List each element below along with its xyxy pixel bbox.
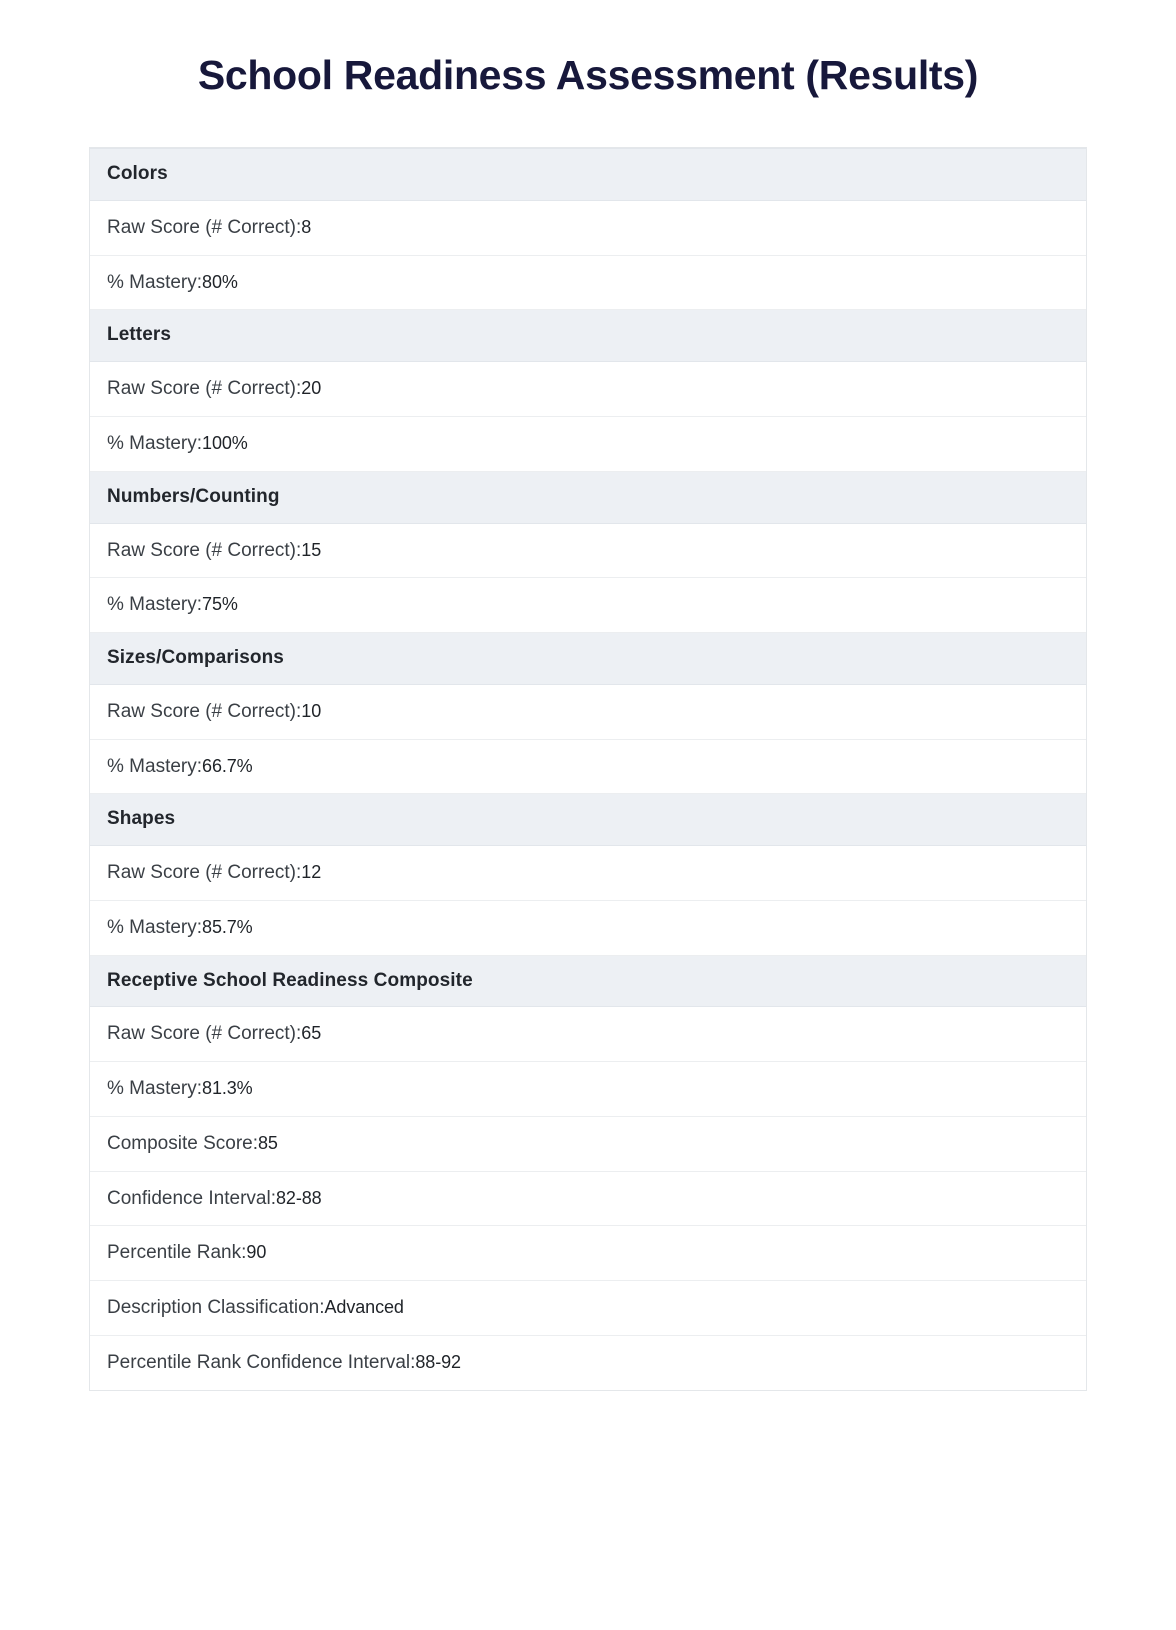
table-cell xyxy=(90,1226,1086,1281)
table-cell xyxy=(90,739,1086,794)
row-value: 85 xyxy=(258,1132,278,1153)
section-header-cell xyxy=(90,794,1086,846)
row-label: % Mastery: xyxy=(107,755,203,777)
table-row xyxy=(90,684,1086,739)
row-value: 90 xyxy=(246,1242,267,1263)
row-label: Composite Score: xyxy=(107,1132,259,1154)
row-label: Confidence Interval: xyxy=(107,1187,276,1209)
row-label: Raw Score (# Correct): xyxy=(107,378,302,400)
row-value: 75% xyxy=(202,594,238,615)
table-cell xyxy=(90,1335,1086,1389)
table-cell xyxy=(90,1281,1086,1336)
row-value: 82-88 xyxy=(276,1187,322,1208)
row-label: Raw Score (# Correct): xyxy=(107,862,302,884)
row-label: Raw Score (# Correct): xyxy=(107,216,302,238)
section-header-label: Receptive School Readiness Composite xyxy=(107,969,473,991)
section-header-cell xyxy=(90,149,1086,201)
row-label: Percentile Rank: xyxy=(107,1242,247,1264)
row-value: 12 xyxy=(301,862,322,883)
row-label: % Mastery: xyxy=(107,271,203,293)
section-header-row xyxy=(90,633,1086,685)
table-row xyxy=(90,578,1086,633)
table-cell xyxy=(90,684,1086,739)
row-value: 20 xyxy=(301,378,322,399)
table-row xyxy=(90,846,1086,901)
table-row xyxy=(90,1226,1086,1281)
row-value: 15 xyxy=(301,539,322,560)
section-header-label: Shapes xyxy=(107,808,176,830)
row-value: 80% xyxy=(202,271,238,292)
row-label: % Mastery: xyxy=(107,916,203,938)
row-label: Description Classification: xyxy=(107,1297,325,1319)
table-cell xyxy=(90,1171,1086,1226)
row-value: 100% xyxy=(202,432,248,453)
row-label: Raw Score (# Correct): xyxy=(107,539,302,561)
row-label: Percentile Rank Confidence Interval: xyxy=(107,1351,416,1373)
section-header-cell xyxy=(90,471,1086,523)
section-header-cell xyxy=(90,310,1086,362)
table-row xyxy=(90,1007,1086,1062)
table-row xyxy=(90,739,1086,794)
results-table xyxy=(90,148,1086,1390)
section-header-row xyxy=(90,310,1086,362)
section-header-row xyxy=(90,471,1086,523)
table-cell xyxy=(90,362,1086,417)
table-row xyxy=(90,1281,1086,1336)
section-header-row xyxy=(90,955,1086,1007)
section-header-row xyxy=(90,149,1086,201)
row-value: 85.7% xyxy=(202,916,253,937)
table-cell xyxy=(90,1007,1086,1062)
row-label: % Mastery: xyxy=(107,432,203,454)
row-value: 10 xyxy=(301,700,322,721)
table-cell xyxy=(90,416,1086,471)
table-row xyxy=(90,1335,1086,1389)
table-cell xyxy=(90,523,1086,578)
table-row xyxy=(90,200,1086,255)
table-row xyxy=(90,523,1086,578)
table-row xyxy=(90,255,1086,310)
section-header-label: Letters xyxy=(107,324,172,346)
table-cell xyxy=(90,255,1086,310)
row-value: Advanced xyxy=(324,1297,404,1318)
row-label: Raw Score (# Correct): xyxy=(107,700,302,722)
table-row xyxy=(90,900,1086,955)
table-cell xyxy=(90,900,1086,955)
section-header-cell xyxy=(90,955,1086,1007)
section-header-label: Sizes/Comparisons xyxy=(107,647,284,669)
results-table-body xyxy=(90,149,1086,1390)
table-row xyxy=(90,1116,1086,1171)
row-value: 8 xyxy=(301,216,312,237)
page-title: School Readiness Assessment (Results) xyxy=(197,52,979,98)
section-header-cell xyxy=(90,633,1086,685)
table-row xyxy=(90,416,1086,471)
section-header-label: Colors xyxy=(107,163,168,185)
row-value: 88-92 xyxy=(415,1351,461,1372)
section-header-label: Numbers/Counting xyxy=(107,485,280,507)
table-row xyxy=(90,362,1086,417)
row-value: 66.7% xyxy=(202,755,253,776)
table-row xyxy=(90,1062,1086,1117)
table-cell xyxy=(90,1116,1086,1171)
table-cell xyxy=(90,1062,1086,1117)
table-cell xyxy=(90,200,1086,255)
table-row xyxy=(90,1171,1086,1226)
results-table-container xyxy=(89,147,1087,1391)
section-header-row xyxy=(90,794,1086,846)
row-label: Raw Score (# Correct): xyxy=(107,1023,302,1045)
table-cell xyxy=(90,578,1086,633)
row-value: 65 xyxy=(301,1023,322,1044)
row-value: 81.3% xyxy=(202,1078,253,1099)
row-label: % Mastery: xyxy=(107,1078,203,1100)
table-cell xyxy=(90,846,1086,901)
row-label: % Mastery: xyxy=(107,594,203,616)
